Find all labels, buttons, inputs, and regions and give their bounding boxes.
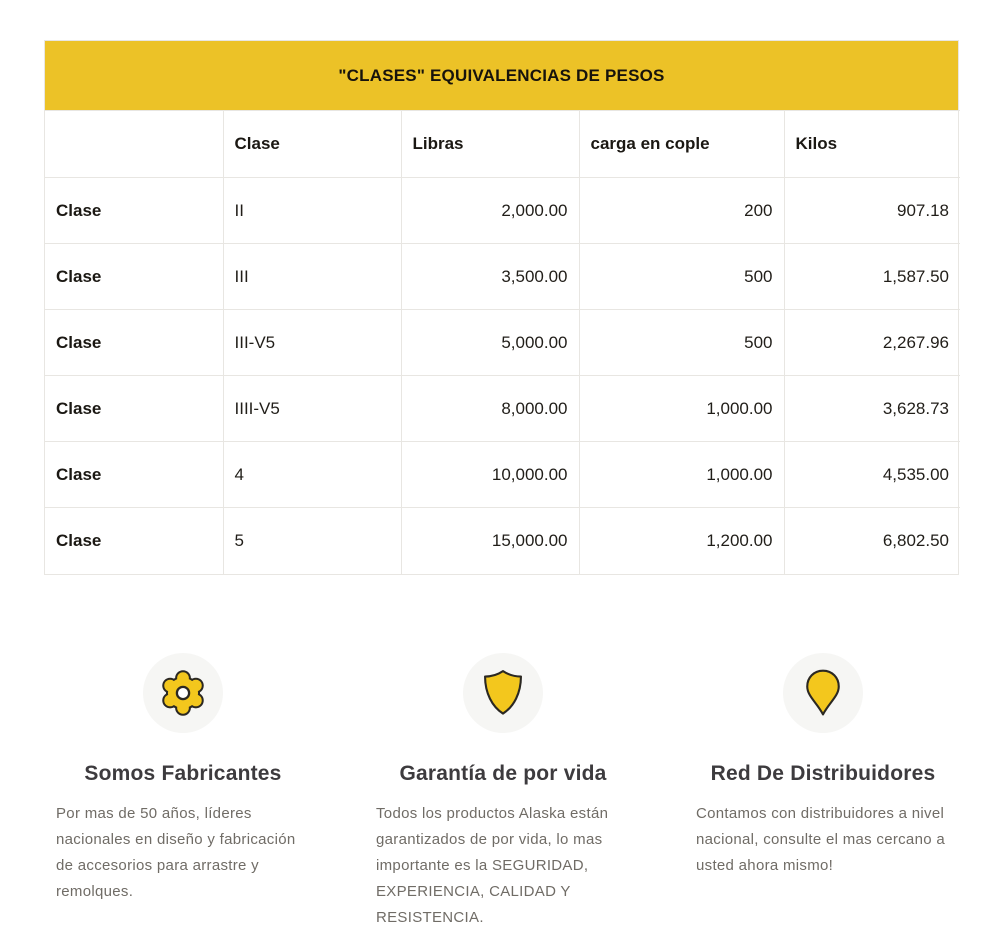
table-cell: 500 — [579, 310, 784, 376]
weights-table — [45, 110, 960, 574]
table-cell: Clase — [45, 310, 223, 376]
table-cell: 5 — [223, 508, 401, 574]
table-cell: Clase — [45, 442, 223, 508]
table-cell: 1,000.00 — [579, 376, 784, 442]
table-cell: 907.18 — [784, 178, 960, 244]
table-cell: 1,587.50 — [784, 244, 960, 310]
table-cell: Clase — [45, 244, 223, 310]
column-header-clase: Clase — [223, 111, 401, 178]
feature-title: Somos Fabricantes — [84, 762, 282, 785]
table-cell: 1,000.00 — [579, 442, 784, 508]
table-banner-title: "CLASES" EQUIVALENCIAS DE PESOS — [338, 65, 665, 85]
column-header-kilos: Kilos — [784, 111, 960, 178]
table-header-row — [45, 111, 960, 178]
table-row — [45, 508, 960, 574]
table-row — [45, 376, 960, 442]
feature-text: Contamos con distribuidores a nivel nacional, consulte el mas cercano a usted ahora mismo! — [696, 805, 945, 874]
table-cell: 10,000.00 — [401, 442, 579, 508]
table-cell: 3,500.00 — [401, 244, 579, 310]
table-cell: 3,628.73 — [784, 376, 960, 442]
feature-card-fabricantes — [44, 645, 322, 931]
table-body — [45, 178, 960, 574]
weights-table-section — [44, 40, 959, 575]
table-cell: Clase — [45, 376, 223, 442]
column-header-carga-en-cople: carga en cople — [579, 111, 784, 178]
table-row — [45, 310, 960, 376]
feature-text: Todos los productos Alaska están garantizados de por vida, lo mas importante es la SEGURIDAD, EXPERIENCIA, CALIDAD Y RESISTENCIA. — [376, 805, 609, 926]
table-cell: 15,000.00 — [401, 508, 579, 574]
table-cell: 5,000.00 — [401, 310, 579, 376]
feature-text: Por mas de 50 años, líderes nacionales en diseño y fabricación de accesorios para arrastre y remolques. — [56, 805, 296, 900]
table-cell: 2,267.96 — [784, 310, 960, 376]
table-cell: 2,000.00 — [401, 178, 579, 244]
column-header-libras: Libras — [401, 111, 579, 178]
table-cell: 500 — [579, 244, 784, 310]
table-row — [45, 178, 960, 244]
table-cell: Clase — [45, 508, 223, 574]
table-cell: 8,000.00 — [401, 376, 579, 442]
table-cell: Clase — [45, 178, 223, 244]
feature-title: Garantía de por vida — [399, 762, 607, 785]
features-section — [44, 645, 962, 931]
table-cell: IIII-V5 — [223, 376, 401, 442]
table-row — [45, 244, 960, 310]
table-cell: 6,802.50 — [784, 508, 960, 574]
table-banner — [45, 41, 958, 110]
table-cell: II — [223, 178, 401, 244]
table-cell: 4 — [223, 442, 401, 508]
table-cell: III-V5 — [223, 310, 401, 376]
table-cell: III — [223, 244, 401, 310]
column-header-blank — [45, 111, 223, 178]
feature-card-distribuidores — [684, 645, 962, 931]
table-cell: 1,200.00 — [579, 508, 784, 574]
shield-icon — [463, 653, 543, 733]
table-cell: 4,535.00 — [784, 442, 960, 508]
feature-title: Red De Distribuidores — [710, 762, 936, 785]
table-cell: 200 — [579, 178, 784, 244]
gear-icon — [143, 653, 223, 733]
feature-card-garantia — [364, 645, 642, 931]
location-pin-icon — [783, 653, 863, 733]
table-row — [45, 442, 960, 508]
